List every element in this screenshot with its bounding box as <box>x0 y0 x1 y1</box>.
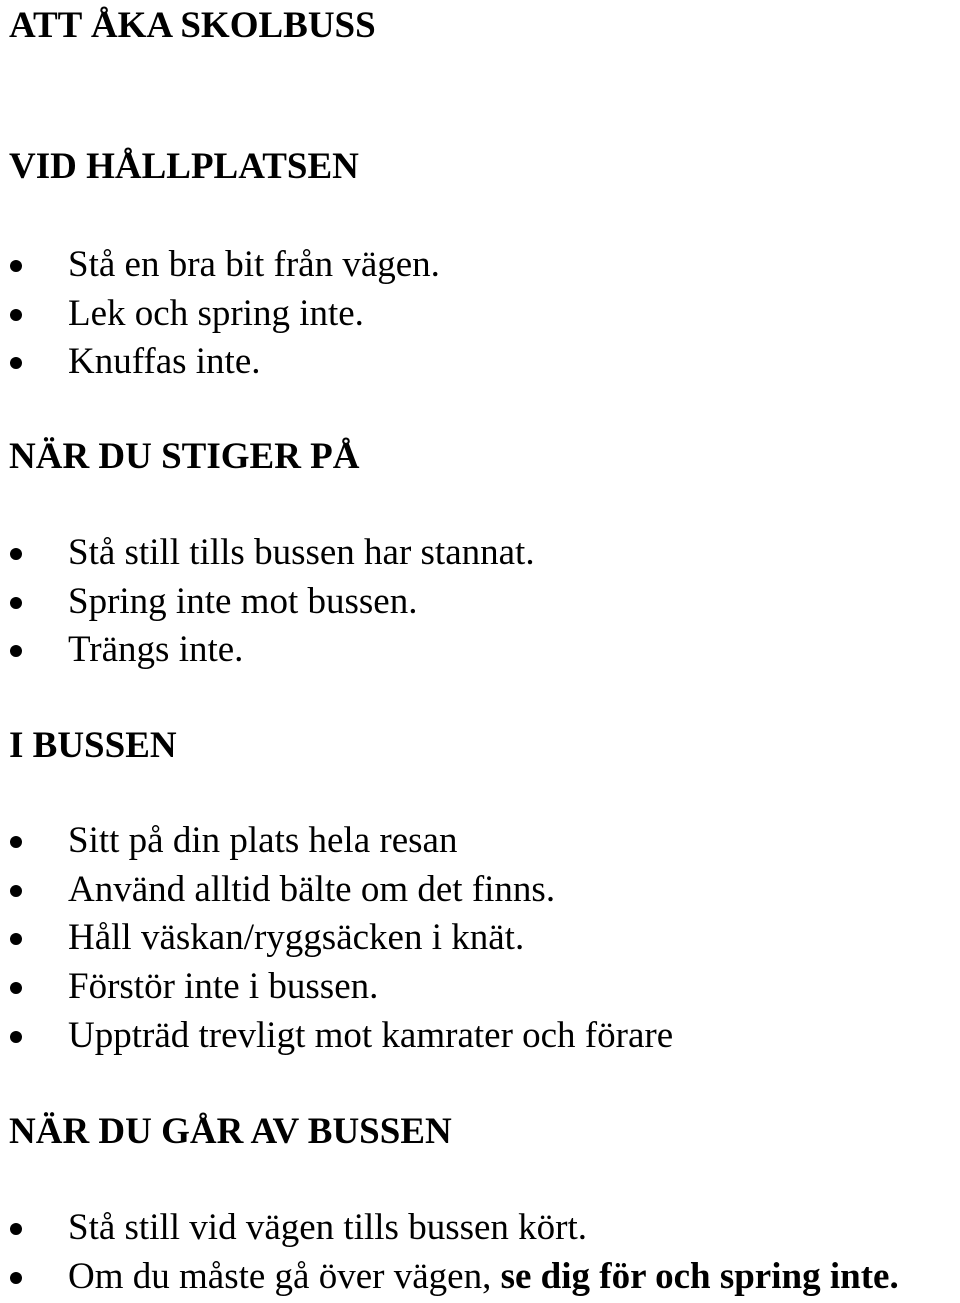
section-heading-nar-du-gar-av-bussen: NÄR DU GÅR AV BUSSEN <box>9 1111 452 1152</box>
bullet-icon <box>10 260 22 272</box>
list-item-text: Trängs inte. <box>68 629 244 671</box>
bullet-icon <box>10 357 22 369</box>
list-item-text: Håll väskan/ryggsäcken i knät. <box>68 917 525 959</box>
list-item-text: Stå still vid vägen tills bussen kört. <box>68 1207 588 1248</box>
section-heading-nar-du-stiger-pa: NÄR DU STIGER PÅ <box>9 436 360 477</box>
bullet-icon <box>10 645 22 657</box>
list-item-text: Uppträd trevligt mot kamrater och förare <box>68 1014 674 1056</box>
bullet-icon <box>10 1223 22 1235</box>
bullet-icon <box>10 1272 22 1284</box>
list-item-text: Förstör inte i bussen. <box>68 966 379 1008</box>
list-item-text: Knuffas inte. <box>68 341 261 383</box>
list-item-text: Lek och spring inte. <box>68 292 364 334</box>
list-item-text-emphasis: se dig för och spring inte. <box>500 1255 899 1297</box>
bullet-icon <box>10 933 22 945</box>
list-item-text: Spring inte mot bussen. <box>68 580 418 622</box>
list-item-text: Stå en bra bit från vägen. <box>68 244 440 285</box>
list-item-text-plain: Om du måste gå över vägen, <box>68 1255 501 1297</box>
section-heading-vid-hallplatsen: VID HÅLLPLATSEN <box>9 146 359 187</box>
bullet-icon <box>10 836 22 848</box>
list-item-text: Sitt på din plats hela resan <box>68 820 458 861</box>
document-title: ATT ÅKA SKOLBUSS <box>9 5 376 46</box>
list-item-text: Använd alltid bälte om det finns. <box>68 868 556 910</box>
list-item-text: Stå still tills bussen har stannat. <box>68 532 535 573</box>
bullet-icon <box>10 885 22 897</box>
bullet-icon <box>10 982 22 994</box>
bullet-icon <box>10 309 22 321</box>
bullet-icon <box>10 597 22 609</box>
list-item-text <box>68 1253 899 1302</box>
bullet-icon <box>10 548 22 560</box>
bullet-icon <box>10 1031 22 1043</box>
section-heading-i-bussen: I BUSSEN <box>9 725 177 766</box>
